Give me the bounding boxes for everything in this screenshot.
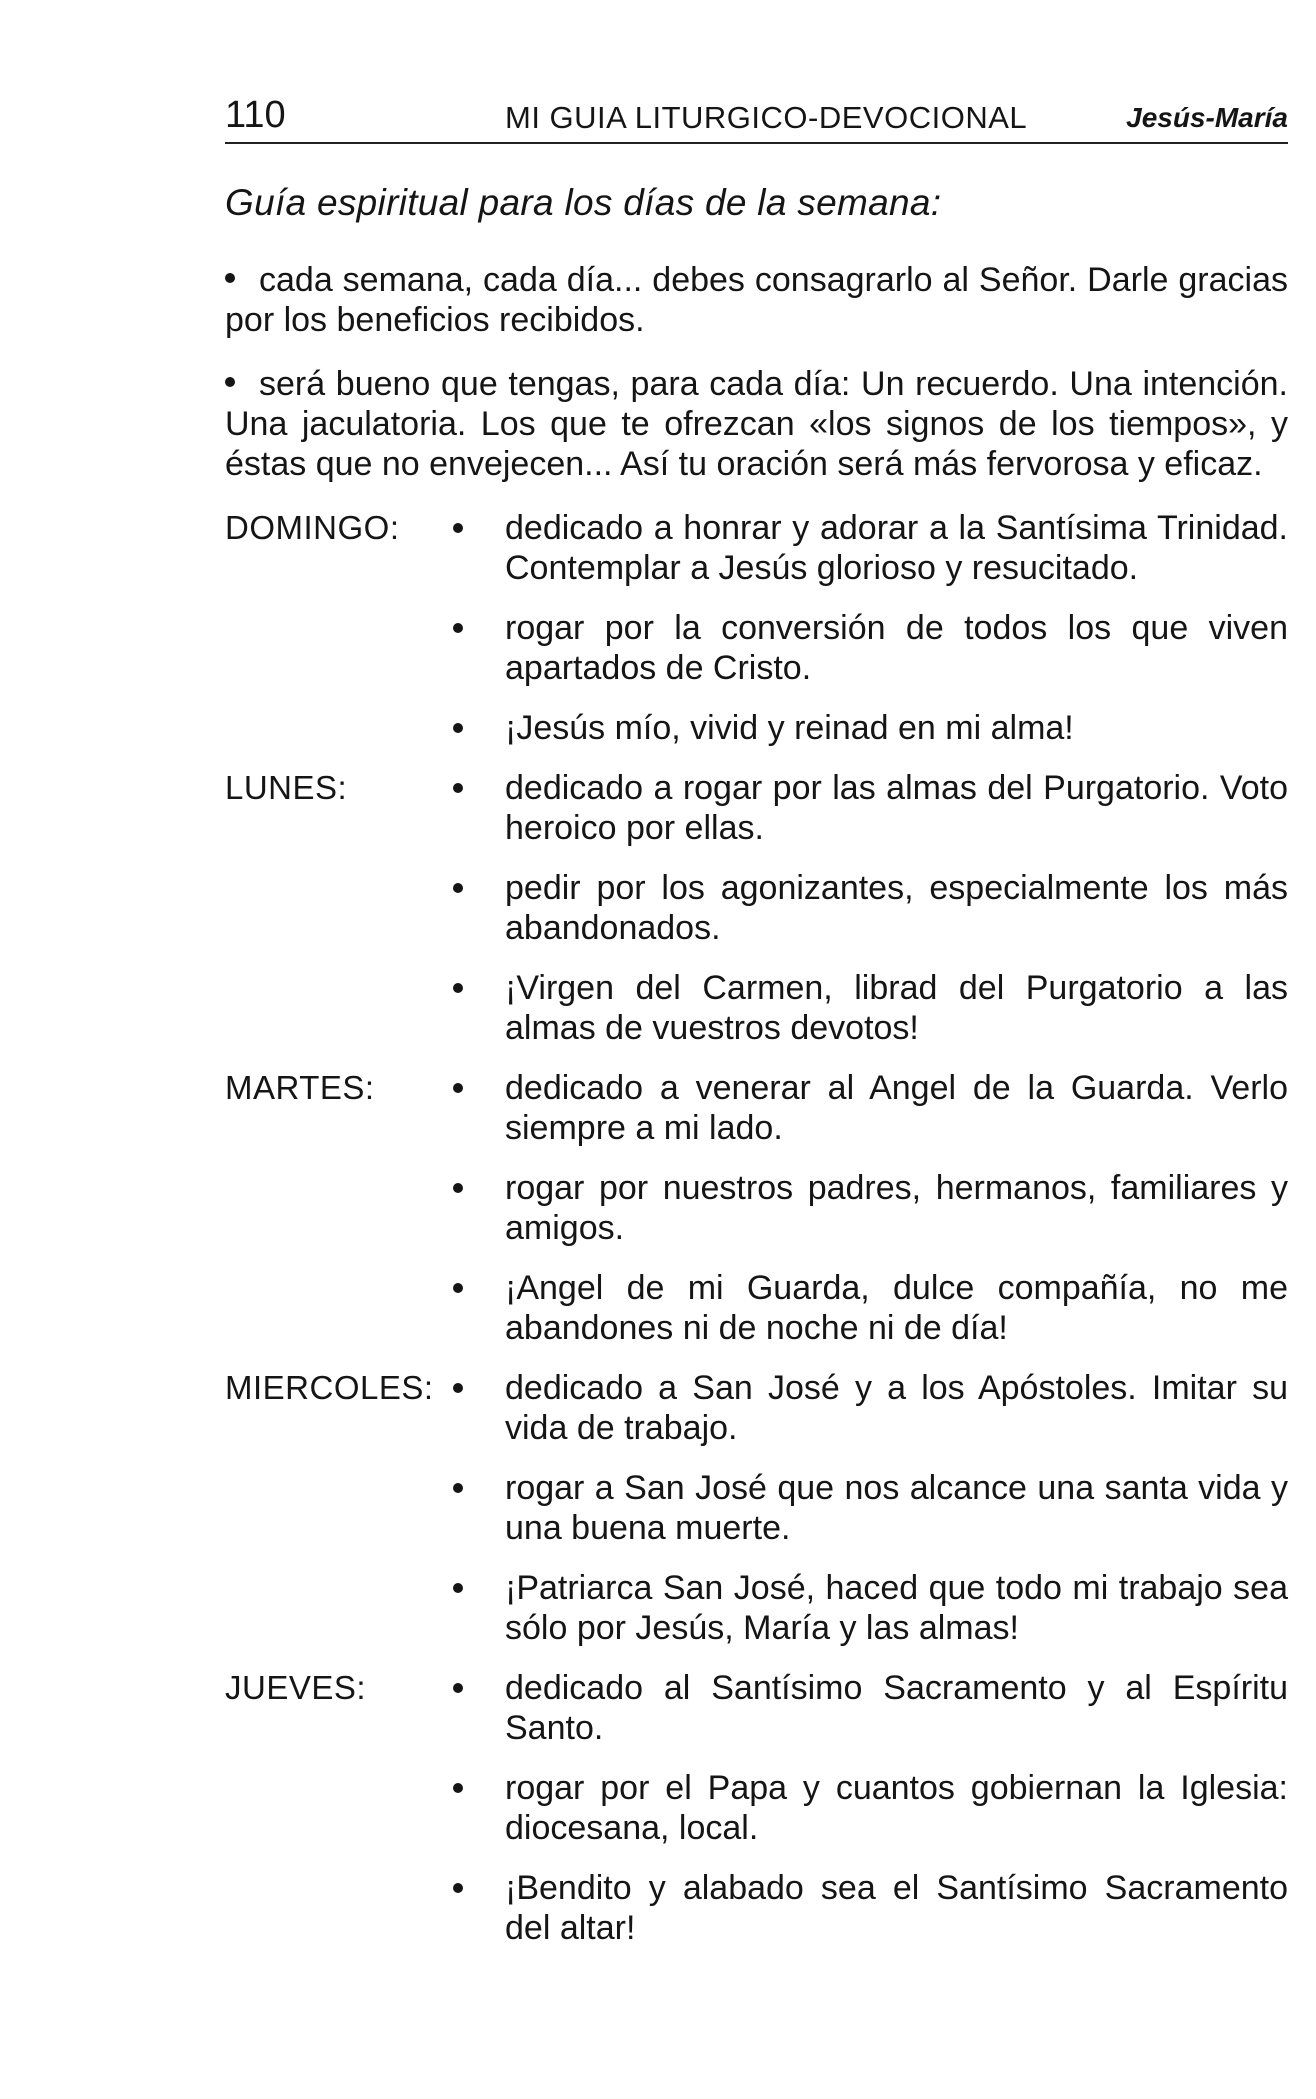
day-item-text: rogar por la conversión de todos los que viven apartados de Cristo.	[505, 609, 1288, 687]
bullet-icon	[453, 1483, 463, 1493]
section-title: Guía espiritual para los días de la semana:	[225, 182, 942, 223]
day-item-text: ¡Angel de mi Guarda, dulce compañía, no me abandones ni de noche ni de día!	[505, 1269, 1288, 1347]
running-section: Jesús-María	[1126, 102, 1288, 133]
intro-text: cada semana, cada día... debes consagrarlo al Señor. Darle gracias por los beneficios recibidos.	[225, 261, 1288, 339]
intro-item	[225, 364, 1288, 484]
day-item	[450, 608, 1288, 688]
bullet-icon	[453, 983, 463, 993]
day-item-text: pedir por los agonizantes, especialmente los más abandonados.	[505, 869, 1288, 947]
bullet-icon	[453, 723, 463, 733]
page-number: 110	[225, 94, 286, 136]
bullet-icon	[453, 1883, 463, 1893]
day-item-text: rogar a San José que nos alcance una santa vida y una buena muerte.	[505, 1469, 1288, 1547]
day-item-text: ¡Bendito y alabado sea el Santísimo Sacramento del altar!	[505, 1869, 1288, 1947]
day-label: LUNES:	[225, 769, 348, 806]
bullet-icon	[225, 273, 235, 283]
day-label: MARTES:	[225, 1069, 375, 1106]
bullet-icon	[453, 1683, 463, 1693]
day-item	[450, 1268, 1288, 1348]
bullet-icon	[453, 1283, 463, 1293]
bullet-icon	[453, 523, 463, 533]
day-item-text: ¡Jesús mío, vivid y reinad en mi alma!	[505, 709, 1074, 747]
day-label: JUEVES:	[225, 1669, 367, 1706]
days-list	[225, 508, 1288, 1948]
day-sunday	[225, 508, 1288, 748]
bullet-icon	[225, 377, 235, 387]
bullet-icon	[453, 1783, 463, 1793]
day-monday	[225, 768, 1288, 1048]
bullet-icon	[453, 1083, 463, 1093]
day-item-text: dedicado al Santísimo Sacramento y al Espíritu Santo.	[505, 1669, 1288, 1747]
day-item	[450, 508, 1288, 588]
running-title: MI GUIA LITURGICO-DEVOCIONAL	[505, 100, 1028, 135]
day-item-text: rogar por el Papa y cuantos gobiernan la Iglesia: diocesana, local.	[505, 1769, 1288, 1847]
day-item	[450, 1368, 1288, 1448]
day-item-text: ¡Virgen del Carmen, librad del Purgatorio a las almas de vuestros devotos!	[505, 969, 1288, 1047]
bullet-icon	[453, 1183, 463, 1193]
day-thursday	[225, 1668, 1288, 1948]
intro-item	[225, 260, 1288, 340]
day-item	[450, 1668, 1288, 1748]
bullet-icon	[453, 623, 463, 633]
day-wednesday	[225, 1368, 1288, 1648]
day-item-text: ¡Patriarca San José, haced que todo mi trabajo sea sólo por Jesús, María y las almas!	[505, 1569, 1288, 1647]
bullet-icon	[453, 1383, 463, 1393]
day-tuesday	[225, 1068, 1288, 1348]
day-item	[450, 1068, 1288, 1148]
bullet-icon	[453, 783, 463, 793]
page-header	[225, 92, 1288, 144]
day-item-text: dedicado a honrar y adorar a la Santísima Trinidad. Contemplar a Jesús glorioso y resucitado.	[505, 509, 1288, 587]
day-item	[450, 1868, 1288, 1948]
bullet-icon	[453, 883, 463, 893]
day-item	[450, 1768, 1288, 1848]
intro-list	[225, 260, 1288, 484]
day-item	[450, 1468, 1288, 1548]
day-item	[450, 868, 1288, 948]
day-item	[450, 1568, 1288, 1648]
bullet-icon	[453, 1583, 463, 1593]
day-item-text: rogar por nuestros padres, hermanos, familiares y amigos.	[505, 1169, 1288, 1247]
day-item	[450, 708, 1288, 748]
intro-text: será bueno que tengas, para cada día: Un recuerdo. Una intención. Una jaculatoria. Los que te ofrezcan «los signos de los tiempos», y éstas que no envejecen... Así tu oración será más fervorosa y eficaz.	[225, 365, 1288, 483]
day-item	[450, 968, 1288, 1048]
day-item-text: dedicado a rogar por las almas del Purgatorio. Voto heroico por ellas.	[505, 769, 1288, 847]
day-item-text: dedicado a San José y a los Apóstoles. Imitar su vida de trabajo.	[505, 1369, 1288, 1447]
day-item	[450, 768, 1288, 848]
book-page	[225, 92, 1288, 1968]
day-label: MIERCOLES:	[225, 1369, 434, 1406]
day-item-text: dedicado a venerar al Angel de la Guarda. Verlo siempre a mi lado.	[505, 1069, 1288, 1147]
day-item	[450, 1168, 1288, 1248]
day-label: DOMINGO:	[225, 509, 400, 546]
